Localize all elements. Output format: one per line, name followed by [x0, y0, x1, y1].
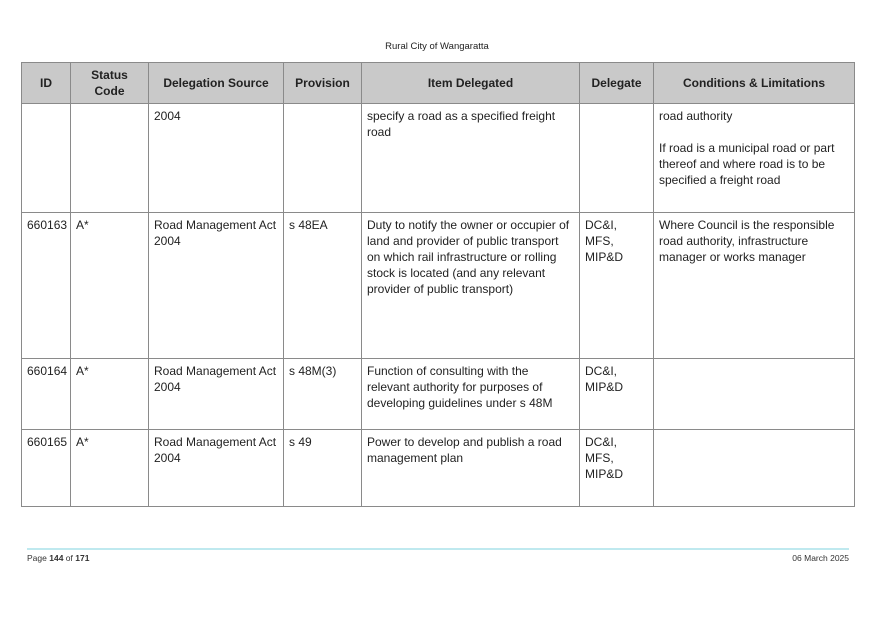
- table-row: [22, 359, 855, 430]
- page-number: [27, 553, 89, 563]
- cell-source: 2004: [149, 104, 284, 213]
- page-total: 171: [75, 553, 90, 563]
- cell-source: Road Management Act 2004: [149, 213, 284, 359]
- column-header-id: ID: [22, 63, 71, 104]
- column-header-delegation-source: Delegation Source: [149, 63, 284, 104]
- cell-id: [22, 104, 71, 213]
- footer-date: 06 March 2025: [792, 553, 849, 563]
- cell-source: Road Management Act 2004: [149, 359, 284, 430]
- cell-delegate: DC&I, MFS, MIP&D: [580, 430, 654, 507]
- cell-conditions: road authority If road is a municipal road or part thereof and where road is to be specified a freight road: [654, 104, 855, 213]
- cell-conditions: [654, 430, 855, 507]
- table-row: [22, 430, 855, 507]
- cell-status: A*: [71, 430, 149, 507]
- page-current: 144: [49, 553, 64, 563]
- column-header-delegate: Delegate: [580, 63, 654, 104]
- cell-item: Function of consulting with the relevant authority for purposes of developing guidelines under s 48M: [362, 359, 580, 430]
- cell-provision: [284, 104, 362, 213]
- cell-item: Power to develop and publish a road management plan: [362, 430, 580, 507]
- page-of: of: [65, 553, 73, 563]
- cell-conditions: Where Council is the responsible road authority, infrastructure manager or works manager: [654, 213, 855, 359]
- cell-provision: s 48M(3): [284, 359, 362, 430]
- cell-source: Road Management Act 2004: [149, 430, 284, 507]
- cell-provision: s 49: [284, 430, 362, 507]
- document-header: Rural City of Wangaratta: [385, 41, 489, 52]
- cell-id: 660164: [22, 359, 71, 430]
- table-row: [22, 104, 855, 213]
- cell-status: A*: [71, 213, 149, 359]
- cell-delegate: DC&I, MIP&D: [580, 359, 654, 430]
- column-header-provision: Provision: [284, 63, 362, 104]
- column-header-status-code: Status Code: [71, 63, 149, 104]
- cell-delegate: DC&I, MFS, MIP&D: [580, 213, 654, 359]
- delegations-table: [21, 62, 855, 507]
- cell-status: A*: [71, 359, 149, 430]
- table-row: [22, 213, 855, 359]
- cell-delegate: [580, 104, 654, 213]
- cell-id: 660163: [22, 213, 71, 359]
- cell-item: specify a road as a specified freight road: [362, 104, 580, 213]
- cell-provision: s 48EA: [284, 213, 362, 359]
- column-header-conditions: Conditions & Limitations: [654, 63, 855, 104]
- page-prefix: Page: [27, 553, 47, 563]
- cell-status: [71, 104, 149, 213]
- cell-conditions: [654, 359, 855, 430]
- table-header-row: [22, 63, 855, 104]
- cell-item: Duty to notify the owner or occupier of land and provider of public transport on which rail infrastructure or rolling stock is located (and any relevant provider of public transport): [362, 213, 580, 359]
- cell-id: 660165: [22, 430, 71, 507]
- footer-divider: [27, 548, 849, 550]
- column-header-item-delegated: Item Delegated: [362, 63, 580, 104]
